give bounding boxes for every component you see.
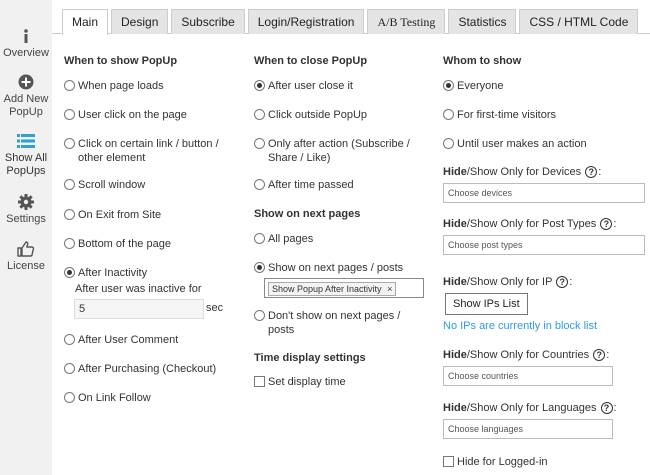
- radio-page-loads[interactable]: [64, 79, 164, 93]
- sidebar-item-license[interactable]: [0, 241, 52, 273]
- label-text: /Show Only for Devices: [466, 166, 582, 178]
- when-show-heading: When to show PopUp: [64, 55, 178, 67]
- inactive-unit: sec: [206, 302, 224, 314]
- help-icon[interactable]: ?: [601, 402, 613, 414]
- tab-ab-testing[interactable]: A/B Testing: [367, 9, 445, 34]
- sidebar-item-label: PopUps: [6, 165, 46, 177]
- radio-certain-link[interactable]: [64, 137, 219, 165]
- label-colon: :: [569, 276, 573, 288]
- radio-button[interactable]: [64, 80, 75, 91]
- radio-button[interactable]: [254, 310, 265, 321]
- gear-icon: [18, 194, 34, 210]
- radio-show-next-pages[interactable]: [254, 261, 403, 275]
- next-pages-heading: Show on next pages: [254, 208, 361, 220]
- devices-select[interactable]: Choose devices: [443, 183, 645, 203]
- radio-after-action[interactable]: [254, 137, 410, 165]
- radio-button[interactable]: [64, 109, 75, 120]
- radio-label: Everyone: [457, 80, 504, 92]
- radio-button[interactable]: [64, 267, 75, 278]
- radio-link-follow[interactable]: [64, 391, 151, 405]
- when-close-heading: When to close PopUp: [254, 55, 368, 67]
- time-display-heading: Time display settings: [254, 352, 366, 364]
- radio-after-inactivity[interactable]: [64, 266, 147, 280]
- thumbs-up-icon: [17, 241, 35, 257]
- radio-label: On Link Follow: [78, 392, 151, 404]
- radio-label-line: posts: [268, 324, 295, 336]
- radio-button[interactable]: [64, 238, 75, 249]
- tab-subscribe[interactable]: Subscribe: [171, 9, 244, 34]
- radio-user-click[interactable]: [64, 108, 187, 122]
- add-circle-icon: [18, 74, 34, 90]
- radio-purchasing[interactable]: [64, 362, 216, 376]
- sidebar-item-show-all[interactable]: [0, 133, 52, 178]
- inactive-seconds-input[interactable]: 5: [74, 299, 204, 319]
- radio-label: After time passed: [268, 179, 354, 191]
- radio-label-line: Click on certain link / button /: [78, 138, 219, 150]
- label-bold: Hide: [443, 166, 467, 178]
- selected-tag: [268, 282, 396, 296]
- help-icon[interactable]: ?: [585, 166, 597, 178]
- ip-label: [443, 276, 572, 288]
- next-pages-select[interactable]: [264, 278, 424, 298]
- label-bold: Hide: [443, 349, 467, 361]
- label-text: /Show Only for Countries: [466, 349, 590, 361]
- label-text: /Show Only for IP: [466, 276, 553, 288]
- radio-until-action[interactable]: [443, 137, 587, 151]
- tab-statistics[interactable]: Statistics: [448, 9, 516, 34]
- label-bold: Hide: [443, 276, 467, 288]
- radio-label: [268, 309, 400, 337]
- radio-label: On Exit from Site: [78, 209, 162, 221]
- radio-button[interactable]: [443, 138, 454, 149]
- radio-label: Until user makes an action: [457, 138, 587, 150]
- sidebar-item-label: Add New: [3, 93, 49, 105]
- info-icon: [18, 28, 34, 44]
- post-types-label: [443, 218, 616, 230]
- radio-button[interactable]: [64, 138, 75, 149]
- radio-label-line: Don't show on next pages /: [268, 310, 401, 322]
- tab-main[interactable]: Main: [62, 9, 108, 35]
- radio-button[interactable]: [254, 138, 265, 149]
- radio-button[interactable]: [64, 179, 75, 190]
- post-types-select[interactable]: Choose post types: [443, 235, 645, 255]
- sidebar: [0, 0, 52, 475]
- radio-label-line: other element: [78, 152, 146, 164]
- sidebar-item-label: Settings: [6, 213, 46, 225]
- radio-click-outside[interactable]: [254, 108, 367, 122]
- sidebar-item-add-new[interactable]: [0, 74, 52, 119]
- radio-button[interactable]: [64, 363, 75, 374]
- radio-button[interactable]: [443, 109, 454, 120]
- radio-label: After user close it: [268, 80, 353, 92]
- tab-css-html-code[interactable]: CSS / HTML Code: [519, 9, 638, 34]
- whom-heading: Whom to show: [443, 55, 522, 67]
- sidebar-item-label: PopUp: [9, 106, 43, 118]
- radio-label: Bottom of the page: [78, 238, 171, 250]
- radio-button[interactable]: [443, 80, 454, 91]
- radio-button[interactable]: [254, 179, 265, 190]
- radio-label: When page loads: [78, 80, 164, 92]
- radio-button[interactable]: [64, 209, 75, 220]
- radio-label-line: Only after action (Subscribe /: [268, 138, 410, 150]
- inactive-label: After user was inactive for: [75, 283, 202, 295]
- checkbox-hide-logged-in[interactable]: [443, 455, 548, 469]
- radio-label: For first-time visitors: [457, 109, 556, 121]
- countries-select[interactable]: Choose countries: [443, 366, 613, 386]
- sidebar-item-settings[interactable]: [0, 194, 52, 226]
- label-colon: :: [606, 349, 610, 361]
- radio-button[interactable]: [254, 262, 265, 273]
- radio-dont-show-next[interactable]: [254, 309, 400, 337]
- main-panel: [52, 0, 650, 475]
- checkbox[interactable]: [254, 376, 265, 387]
- show-ips-button[interactable]: Show IPs List: [445, 293, 528, 315]
- label-bold: Hide: [443, 402, 467, 414]
- radio-label: All pages: [268, 233, 314, 245]
- radio-scroll-window[interactable]: [64, 178, 145, 192]
- radio-bottom-page[interactable]: [64, 237, 171, 251]
- label-colon: :: [613, 402, 617, 414]
- radio-label: [78, 137, 219, 165]
- sidebar-item-label: License: [7, 260, 45, 272]
- label-colon: :: [598, 166, 602, 178]
- radio-first-time[interactable]: [443, 108, 556, 122]
- label-bold: Hide: [443, 218, 467, 230]
- radio-after-time[interactable]: [254, 178, 354, 192]
- sidebar-item-label: Overview: [3, 47, 49, 59]
- radio-label-line: Share / Like): [268, 152, 331, 164]
- sidebar-item-overview[interactable]: [0, 28, 52, 60]
- checkbox-label: Set display time: [268, 376, 346, 388]
- radio-label: After Purchasing (Checkout): [78, 363, 217, 375]
- help-icon[interactable]: ?: [593, 349, 605, 361]
- help-icon[interactable]: ?: [556, 276, 568, 288]
- radio-button[interactable]: [64, 334, 75, 345]
- checkbox[interactable]: [443, 456, 454, 467]
- tab-login-registration[interactable]: Login/Registration: [248, 9, 365, 34]
- label-text: /Show Only for Post Types: [466, 218, 597, 230]
- devices-label: [443, 166, 601, 178]
- ip-note: No IPs are currently in block list: [443, 320, 598, 332]
- checkbox-set-display-time[interactable]: [254, 375, 346, 389]
- radio-button[interactable]: [64, 392, 75, 403]
- help-icon[interactable]: ?: [600, 218, 612, 230]
- radio-label: After Inactivity: [78, 267, 148, 279]
- languages-label: [443, 402, 617, 414]
- radio-button[interactable]: [254, 109, 265, 120]
- tab-design[interactable]: Design: [111, 9, 168, 34]
- sidebar-item-label: Show All: [4, 152, 48, 164]
- label-text: /Show Only for Languages: [466, 402, 597, 414]
- tab-bar: [62, 9, 641, 34]
- list-icon: [17, 133, 35, 149]
- countries-label: [443, 349, 609, 361]
- radio-everyone[interactable]: [443, 79, 503, 93]
- radio-all-pages[interactable]: [254, 232, 313, 246]
- label-colon: :: [613, 218, 617, 230]
- radio-label: After User Comment: [78, 334, 179, 346]
- selected-tag-label: Show Popup After Inactivity: [272, 284, 382, 294]
- radio-label: Click outside PopUp: [268, 109, 368, 121]
- close-icon[interactable]: ×: [387, 284, 393, 294]
- radio-button[interactable]: [254, 233, 265, 244]
- checkbox-label: Hide for Logged-in: [457, 456, 548, 468]
- radio-user-comment[interactable]: [64, 333, 178, 347]
- radio-exit-site[interactable]: [64, 208, 161, 222]
- radio-label: Scroll window: [78, 179, 146, 191]
- radio-label: Show on next pages / posts: [268, 262, 404, 274]
- languages-select[interactable]: Choose languages: [443, 419, 613, 439]
- radio-after-close[interactable]: [254, 79, 353, 93]
- radio-button[interactable]: [254, 80, 265, 91]
- radio-label: [268, 137, 410, 165]
- radio-label: User click on the page: [78, 109, 187, 121]
